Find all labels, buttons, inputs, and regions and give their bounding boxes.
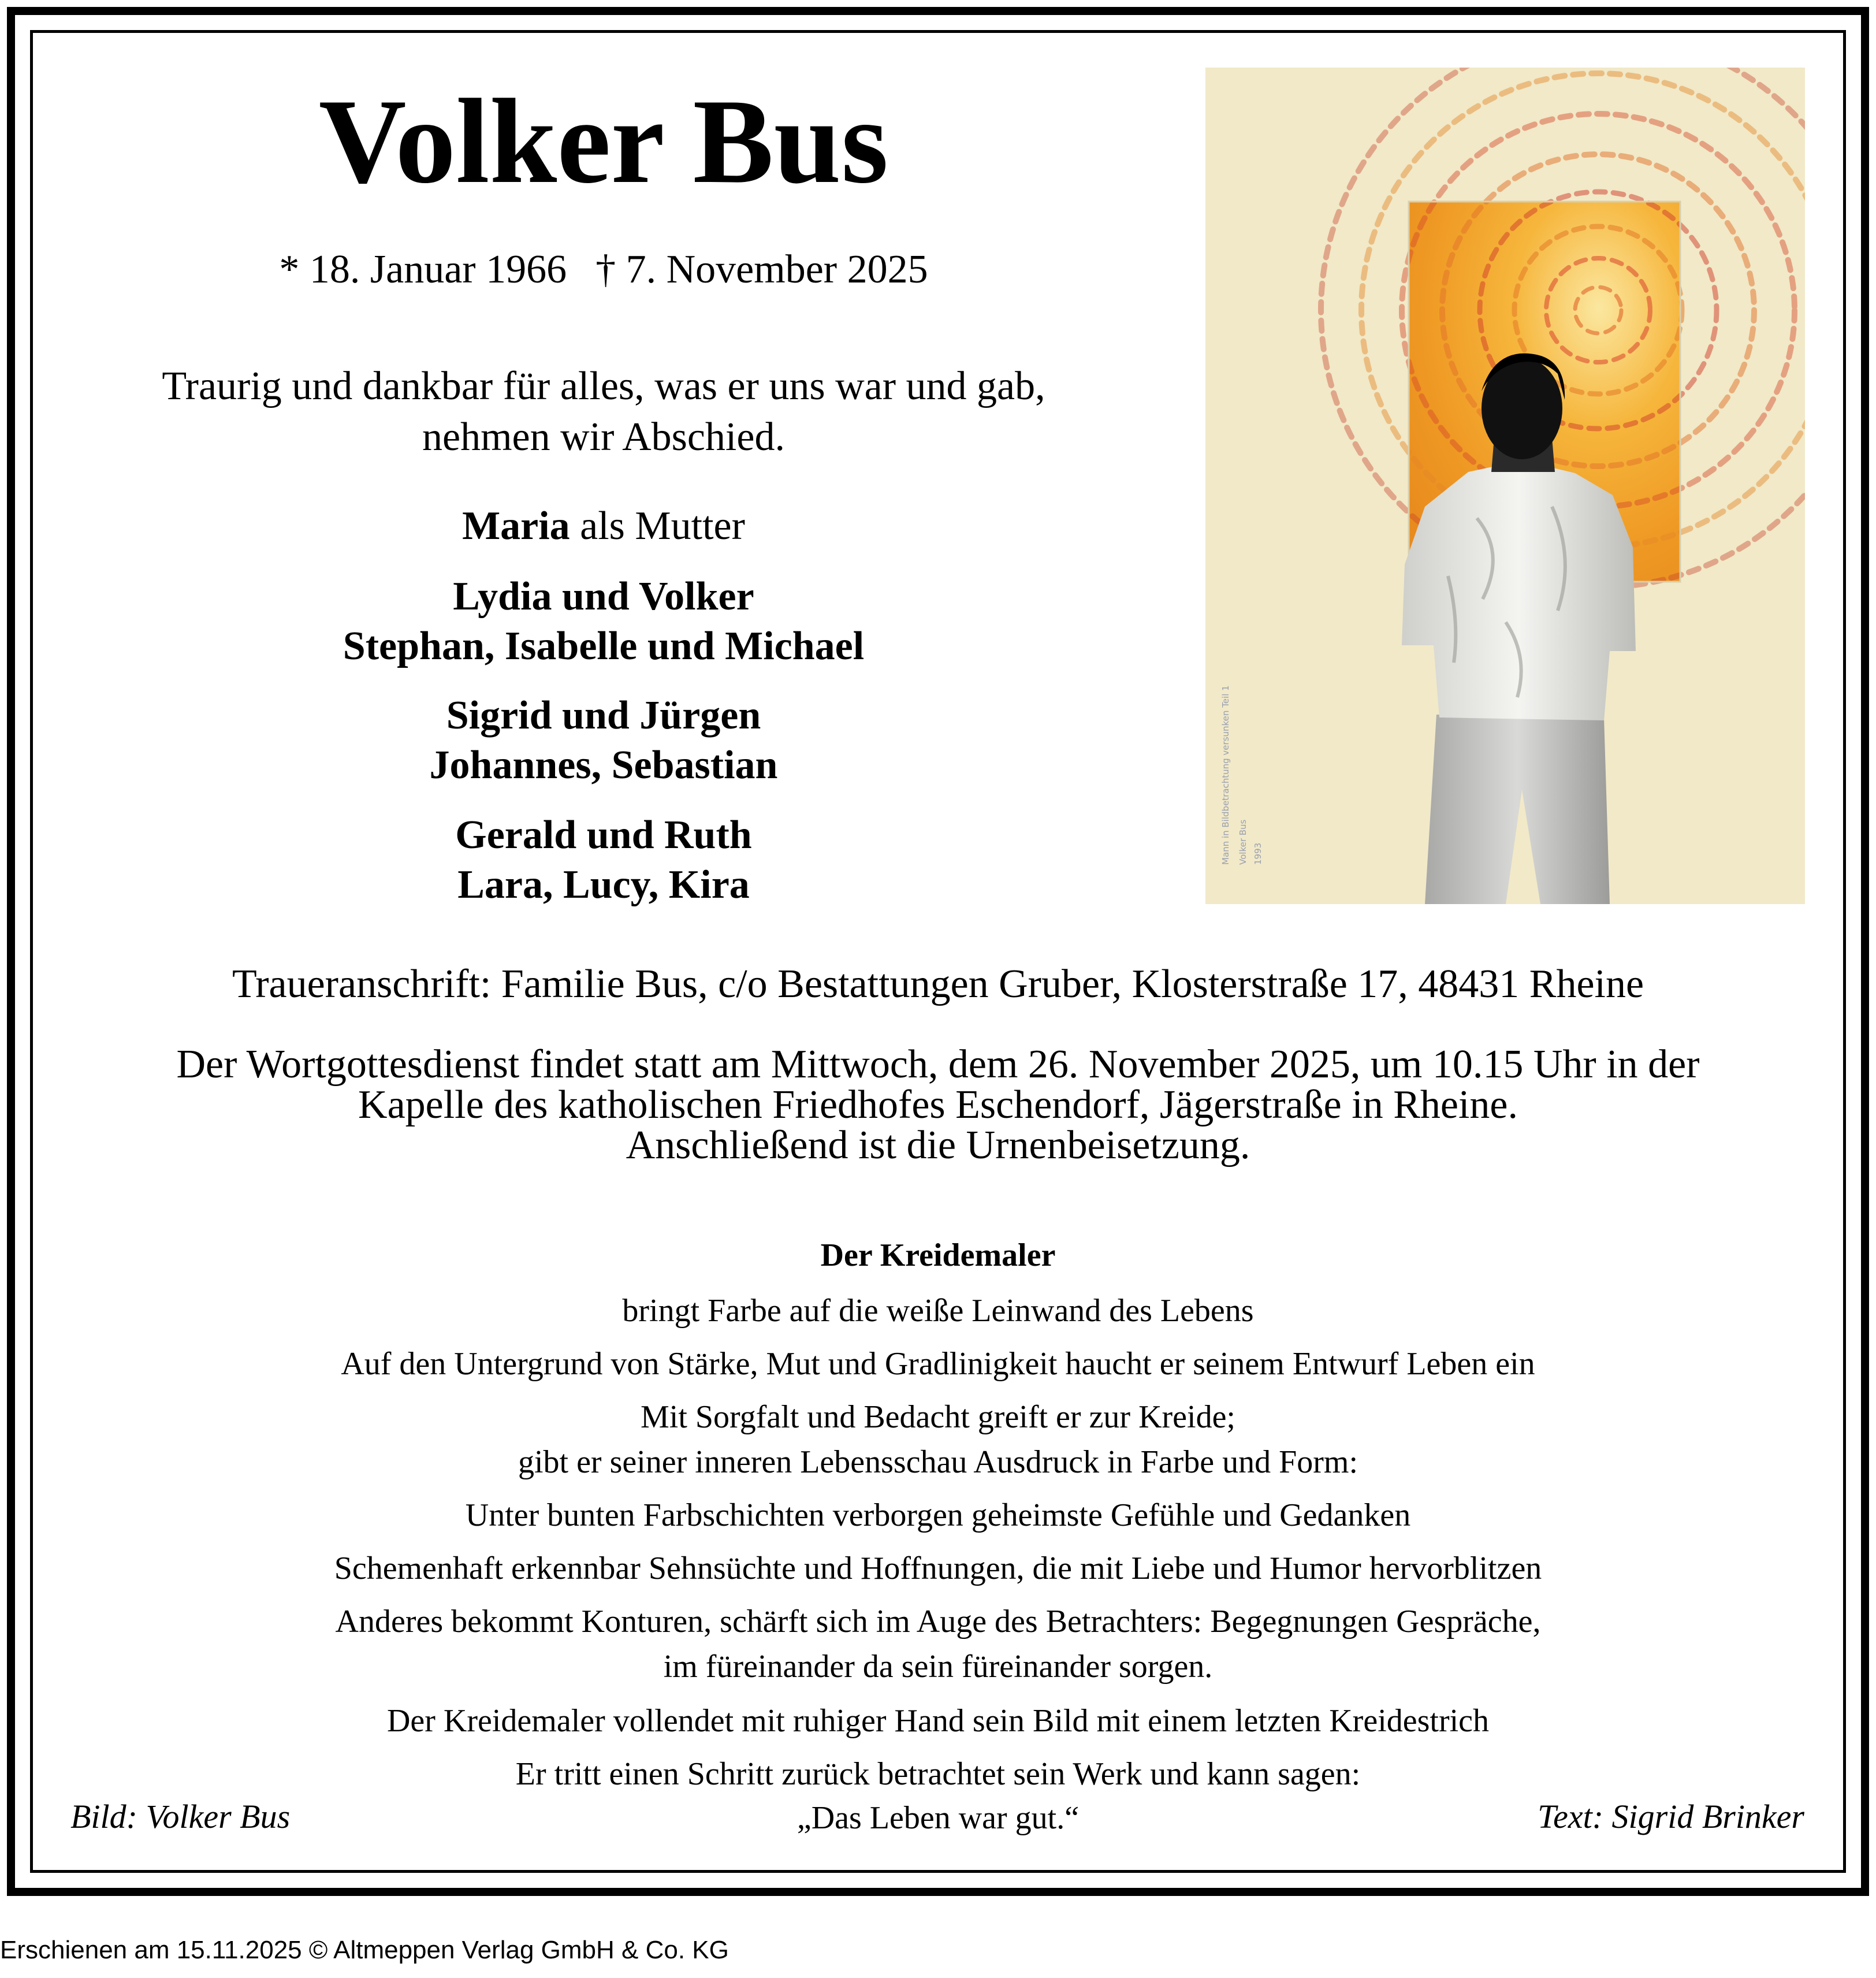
poem-line: Unter bunten Farbschichten verborgen geheimste Gefühle und Gedanken <box>465 1497 1411 1533</box>
life-dates <box>69 246 1138 294</box>
text-credit: Text: Sigrid Brinker <box>1538 1798 1804 1835</box>
family-line: Gerald und Ruth <box>455 813 752 857</box>
family-group <box>69 691 1138 790</box>
mourning-address: Traueranschrift: Familie Bus, c/o Bestattungen Gruber, Klosterstraße 17, 48431 Rheine <box>232 962 1644 1006</box>
poem-stanza <box>46 1395 1830 1485</box>
poem-line: im füreinander da sein füreinander sorgen. <box>663 1649 1213 1685</box>
poem-line: bringt Farbe auf die weiße Leinwand des Lebens <box>622 1293 1254 1329</box>
deceased-name: Volker Bus <box>318 75 889 209</box>
poem-line: gibt er seiner inneren Lebensschau Ausdruck in Farbe und Form: <box>518 1444 1358 1480</box>
poem-line: Mit Sorgfalt und Bedacht greift er zur Kreide; <box>641 1399 1235 1435</box>
family-line: Sigrid und Jürgen <box>446 693 761 738</box>
image-credit: Bild: Volker Bus <box>70 1798 291 1835</box>
signature-line: Volker Bus <box>1238 819 1248 865</box>
poem-line: Er tritt einen Schritt zurück betrachtet sein Werk und kann sagen: <box>515 1756 1361 1792</box>
service-line: Der Wortgottesdienst findet statt am Mittwoch, dem 26. November 2025, um 10.15 Uhr in der <box>176 1042 1700 1087</box>
family-line: Lara, Lucy, Kira <box>457 862 750 907</box>
family-group <box>69 810 1138 910</box>
signature-line: Mann in Bildbetrachtung versunken Teil 1 <box>1220 685 1231 865</box>
birth-date: * 18. Januar 1966 <box>279 247 567 292</box>
poem-line: Schemenhaft erkennbar Sehnsüchte und Hoffnungen, die mit Liebe und Humor hervorblitzen <box>334 1551 1542 1586</box>
mother-name: Maria <box>462 504 570 548</box>
death-date: † 7. November 2025 <box>595 247 928 292</box>
poem-line: Anderes bekommt Konturen, schärft sich im Auge des Betrachters: Begegnungen Gespräche, <box>335 1604 1541 1639</box>
farewell-text <box>69 361 1138 463</box>
poem-title: Der Kreidemaler <box>820 1237 1056 1273</box>
poem-line: Auf den Untergrund von Stärke, Mut und Gradlinigkeit haucht er seinem Entwurf Leben ein <box>341 1346 1535 1382</box>
poem-closing-line: „Das Leben war gut.“ <box>796 1800 1080 1836</box>
family-group <box>69 572 1138 671</box>
service-line: Kapelle des katholischen Friedhofes Eschendorf, Jägerstraße in Rheine. <box>358 1083 1518 1127</box>
family-line: Lydia und Volker <box>453 574 754 619</box>
farewell-line: nehmen wir Abschied. <box>422 415 785 459</box>
family-line: Stephan, Isabelle und Michael <box>343 624 865 668</box>
farewell-line: Traurig und dankbar für alles, was er uns war und gab, <box>162 364 1045 408</box>
mother-line <box>69 501 1138 551</box>
family-line: Johannes, Sebastian <box>429 743 778 787</box>
mother-role: als Mutter <box>570 504 745 548</box>
figure-shirt <box>1402 460 1636 720</box>
signature-line: 1993 <box>1253 842 1263 865</box>
artwork-painting <box>1205 68 1805 904</box>
publication-footer: Erschienen am 15.11.2025 © Altmeppen Verlag GmbH & Co. KG <box>0 1936 729 1964</box>
poem-line: Der Kreidemaler vollendet mit ruhiger Hand sein Bild mit einem letzten Kreidestrich <box>386 1703 1490 1739</box>
service-info <box>46 1044 1830 1166</box>
poem-stanza <box>46 1599 1830 1689</box>
service-line: Anschließend ist die Urnenbeisetzung. <box>626 1123 1250 1168</box>
